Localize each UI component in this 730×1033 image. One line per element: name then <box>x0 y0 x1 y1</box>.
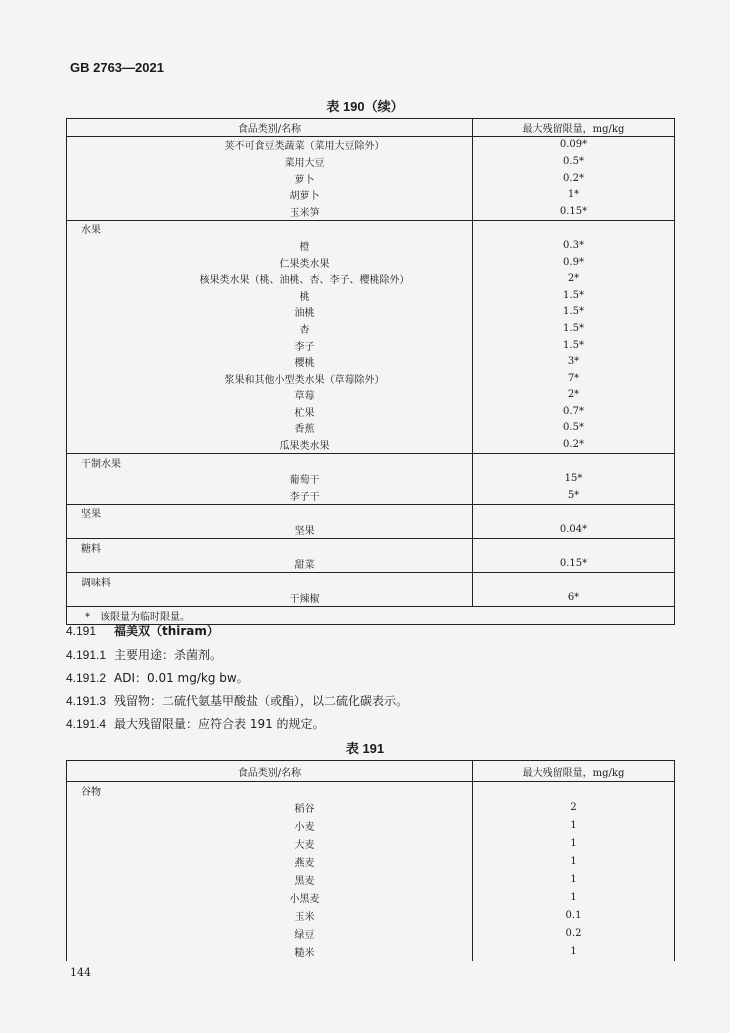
food-name: 燕麦 <box>67 853 473 871</box>
group-label: 干制水果 <box>67 453 473 470</box>
food-name: 干辣椒 <box>67 590 473 607</box>
limit-value: 0.9* <box>563 256 584 268</box>
table-row <box>67 590 675 607</box>
limit-value: 0.5* <box>563 155 584 167</box>
limit-value: 7* <box>567 372 580 384</box>
group-row <box>67 573 675 590</box>
limit-value: 0.7* <box>563 405 584 417</box>
food-name: 黑麦 <box>67 871 473 889</box>
limit-value: 1 <box>570 838 577 850</box>
table-row <box>67 470 675 487</box>
table-row <box>67 436 675 453</box>
table-row <box>67 387 675 404</box>
table-row <box>67 337 675 354</box>
food-name: 杏 <box>67 320 473 337</box>
section-item <box>66 646 222 663</box>
table-191-caption: 表 191 <box>345 741 385 756</box>
limit-value: 3* <box>567 356 580 368</box>
table-row <box>67 287 675 304</box>
table-row <box>67 889 675 907</box>
footnote: * 该限量为临时限量。 <box>67 607 675 625</box>
limit-value <box>473 453 675 470</box>
food-name: 萝卜 <box>67 170 473 187</box>
food-name: 甜菜 <box>67 555 473 572</box>
table-row <box>67 521 675 538</box>
section-number: 4.191.4 <box>66 717 107 731</box>
food-name: 小黑麦 <box>67 889 473 907</box>
table-row <box>67 853 675 871</box>
food-name: 胡萝卜 <box>67 186 473 203</box>
limit-value: 0.3* <box>563 239 584 251</box>
food-name: 稻谷 <box>67 799 473 817</box>
food-name: 樱桃 <box>67 353 473 370</box>
section-number: 4.191.3 <box>66 694 107 708</box>
limit-value: 0.09* <box>559 139 588 151</box>
table-row <box>67 153 675 170</box>
limit-value: 0.1 <box>565 910 582 922</box>
section-text: 福美双（thiram） <box>114 624 219 638</box>
group-row <box>67 504 675 521</box>
table-row <box>67 254 675 271</box>
table-row <box>67 403 675 420</box>
group-label: 水果 <box>67 220 473 237</box>
section-text: 主要用途：杀菌剂。 <box>114 648 223 662</box>
limit-value: 2* <box>567 273 580 285</box>
table-row <box>67 320 675 337</box>
section-item <box>66 692 408 709</box>
table-row <box>67 170 675 187</box>
table-row <box>67 555 675 572</box>
food-name: 核果类水果（桃、油桃、杏、李子、樱桃除外） <box>67 270 473 287</box>
limit-value <box>473 220 675 237</box>
food-name: 瓜果类水果 <box>67 436 473 453</box>
section-number: 4.191.1 <box>66 648 107 662</box>
food-name: 菜用大豆 <box>67 153 473 170</box>
section-item <box>66 715 325 732</box>
limit-value: 1 <box>570 874 577 886</box>
food-name: 大麦 <box>67 835 473 853</box>
food-name: 仁果类水果 <box>67 254 473 271</box>
column-header-limit: 最大残留限量，mg/kg <box>473 761 675 782</box>
table-row <box>67 420 675 437</box>
food-name: 葡萄干 <box>67 470 473 487</box>
column-header-food: 食品类别/名称 <box>67 119 473 137</box>
table-row <box>67 487 675 504</box>
group-row <box>67 538 675 555</box>
section-text: 最大残留限量：应符合表 191 的规定。 <box>114 717 325 731</box>
document-header: GB 2763—2021 <box>70 60 164 75</box>
limit-value: 0.15* <box>559 205 588 217</box>
group-label: 调味料 <box>67 573 473 590</box>
food-name: 荚不可食豆类蔬菜（菜用大豆除外） <box>67 136 473 153</box>
limit-value: 0.2 <box>565 928 582 940</box>
table-row <box>67 353 675 370</box>
table-row <box>67 136 675 153</box>
table-row <box>67 799 675 817</box>
group-label: 谷物 <box>67 782 473 799</box>
table-190-caption: 表 190（续） <box>326 99 404 114</box>
limit-value: 6* <box>567 592 580 604</box>
food-name: 糙米 <box>67 943 473 961</box>
food-name: 小麦 <box>67 817 473 835</box>
section-heading <box>66 622 219 639</box>
table-row <box>67 370 675 387</box>
limit-value: 0.15* <box>559 558 588 570</box>
limit-value <box>473 573 675 590</box>
food-name: 玉米 <box>67 907 473 925</box>
limit-value: 0.5* <box>563 422 584 434</box>
section-text: ADI：0.01 mg/kg bw。 <box>114 671 249 685</box>
limit-value: 2 <box>570 802 577 814</box>
group-label: 糖料 <box>67 538 473 555</box>
food-name: 坚果 <box>67 521 473 538</box>
limit-value: 15* <box>564 473 583 485</box>
food-name: 绿豆 <box>67 925 473 943</box>
food-name: 玉米笋 <box>67 203 473 220</box>
limit-value: 1.5* <box>563 289 584 301</box>
group-label: 坚果 <box>67 504 473 521</box>
food-name: 杧果 <box>67 403 473 420</box>
table-row <box>67 943 675 961</box>
column-header-food: 食品类别/名称 <box>67 761 473 782</box>
food-name: 李子干 <box>67 487 473 504</box>
food-name: 油桃 <box>67 304 473 321</box>
limit-value: 0.2* <box>563 172 584 184</box>
limit-value <box>473 782 675 799</box>
food-name: 橙 <box>67 237 473 254</box>
limit-value: 5* <box>567 489 580 501</box>
limit-value: 1* <box>567 189 580 201</box>
table-row <box>67 270 675 287</box>
table-row <box>67 907 675 925</box>
food-name: 草莓 <box>67 387 473 404</box>
table-row <box>67 835 675 853</box>
limit-value: 2* <box>567 389 580 401</box>
food-name: 桃 <box>67 287 473 304</box>
page-number: 144 <box>70 966 91 979</box>
limit-value <box>473 504 675 521</box>
limit-value: 1 <box>570 946 577 958</box>
limit-value: 1.5* <box>563 322 584 334</box>
food-name: 浆果和其他小型类水果（草莓除外） <box>67 370 473 387</box>
group-row <box>67 782 675 799</box>
food-name: 香蕉 <box>67 420 473 437</box>
limit-value: 0.04* <box>559 524 588 536</box>
column-header-limit: 最大残留限量，mg/kg <box>473 119 675 137</box>
section-number: 4.191.2 <box>66 671 107 685</box>
table-row <box>67 237 675 254</box>
table-row <box>67 304 675 321</box>
limit-value: 1 <box>570 892 577 904</box>
section-item <box>66 669 249 686</box>
food-name: 李子 <box>67 337 473 354</box>
table-row <box>67 871 675 889</box>
limit-value: 1.5* <box>563 339 584 351</box>
group-row <box>67 220 675 237</box>
table-row <box>67 203 675 220</box>
section-text: 残留物：二硫代氨基甲酸盐（或酯），以二硫化碳表示。 <box>114 694 409 708</box>
limit-value: 1.5* <box>563 306 584 318</box>
limit-value: 0.2* <box>563 439 584 451</box>
table-190 <box>66 118 675 625</box>
table-191 <box>66 760 675 961</box>
group-row <box>67 453 675 470</box>
table-row <box>67 817 675 835</box>
limit-value <box>473 538 675 555</box>
table-row <box>67 186 675 203</box>
table-row <box>67 925 675 943</box>
limit-value: 1 <box>570 856 577 868</box>
limit-value: 1 <box>570 820 577 832</box>
section-number: 4.191 <box>66 624 97 638</box>
